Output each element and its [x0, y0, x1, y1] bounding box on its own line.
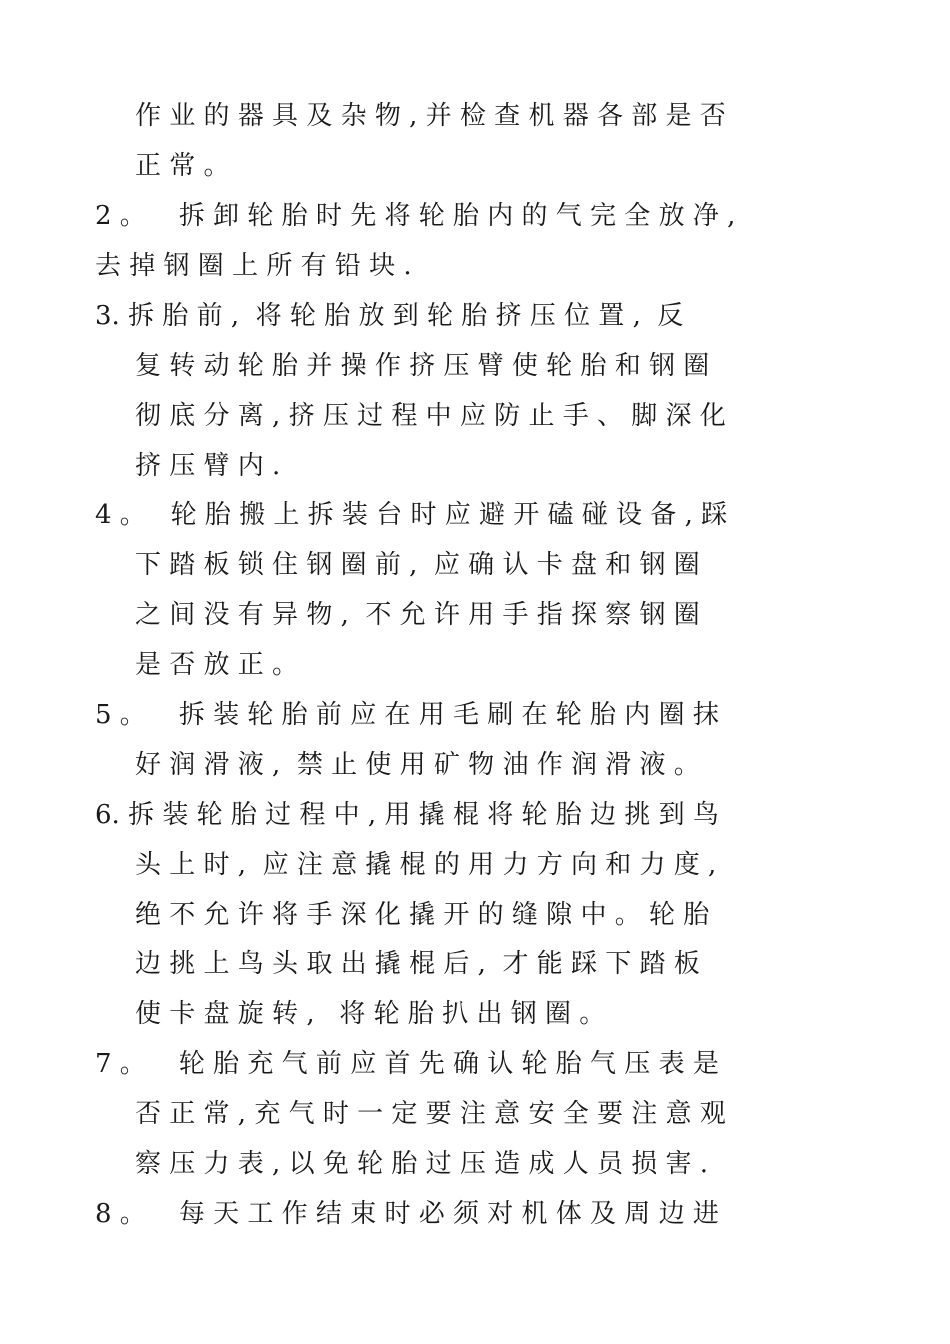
- text-line: 使 卡 盘 旋 转 , 将 轮 胎 扒 出 钢 圈 。: [135, 999, 606, 1029]
- text-line: 2 。 拆 卸 轮 胎 时 先 将 轮 胎 内 的 气 完 全 放 净 ,: [95, 201, 736, 231]
- text-line: 8 。 每 天 工 作 结 束 时 必 须 对 机 体 及 周 边 进: [95, 1199, 719, 1229]
- text-line: 之 间 没 有 异 物 , 不 允 许 用 手 指 探 察 钢 圈: [135, 600, 700, 630]
- text-line: 边 挑 上 鸟 头 取 出 撬 棍 后 , 才 能 踩 下 踏 板: [135, 949, 700, 979]
- text-line: 好 润 滑 液 , 禁 止 使 用 矿 物 油 作 润 滑 液 。: [135, 750, 700, 780]
- text-line: 5 。 拆 装 轮 胎 前 应 在 用 毛 刷 在 轮 胎 内 圈 抹: [95, 700, 719, 730]
- text-line: 否 正 常 , 充 气 时 一 定 要 注 意 安 全 要 注 意 观: [135, 1099, 726, 1129]
- text-line: 作 业 的 器 具 及 杂 物 , 并 检 查 机 器 各 部 是 否: [135, 101, 726, 131]
- text-line: 7 。 轮 胎 充 气 前 应 首 先 确 认 轮 胎 气 压 表 是: [95, 1049, 719, 1079]
- text-line: 察 压 力 表 , 以 免 轮 胎 过 压 造 成 人 员 损 害 .: [135, 1149, 709, 1179]
- text-line: 正 常 。: [135, 151, 230, 181]
- text-line: 下 踏 板 锁 住 钢 圈 前 , 应 确 认 卡 盘 和 钢 圈: [135, 550, 700, 580]
- text-line: 是 否 放 正 。: [135, 650, 299, 680]
- text-line: 彻 底 分 离 , 挤 压 过 程 中 应 防 止 手 、 脚 深 化: [135, 401, 726, 431]
- text-line: 6. 拆 装 轮 胎 过 程 中 , 用 撬 棍 将 轮 胎 边 挑 到 鸟: [95, 800, 719, 830]
- text-line: 头 上 时 , 应 注 意 撬 棍 的 用 力 方 向 和 力 度 ,: [135, 850, 717, 880]
- text-line: 挤 压 臂 内 .: [135, 451, 281, 481]
- text-line: 绝 不 允 许 将 手 深 化 撬 开 的 缝 隙 中 。 轮 胎: [135, 900, 710, 930]
- text-line: 4 。 轮 胎 搬 上 拆 装 台 时 应 避 开 磕 碰 设 备 , 踩: [95, 500, 728, 530]
- text-line: 复 转 动 轮 胎 并 操 作 挤 压 臂 使 轮 胎 和 钢 圈: [135, 351, 710, 381]
- text-line: 去 掉 钢 圈 上 所 有 铅 块 .: [95, 251, 412, 281]
- text-line: 3. 拆 胎 前 , 将 轮 胎 放 到 轮 胎 挤 压 位 置 , 反: [95, 301, 684, 331]
